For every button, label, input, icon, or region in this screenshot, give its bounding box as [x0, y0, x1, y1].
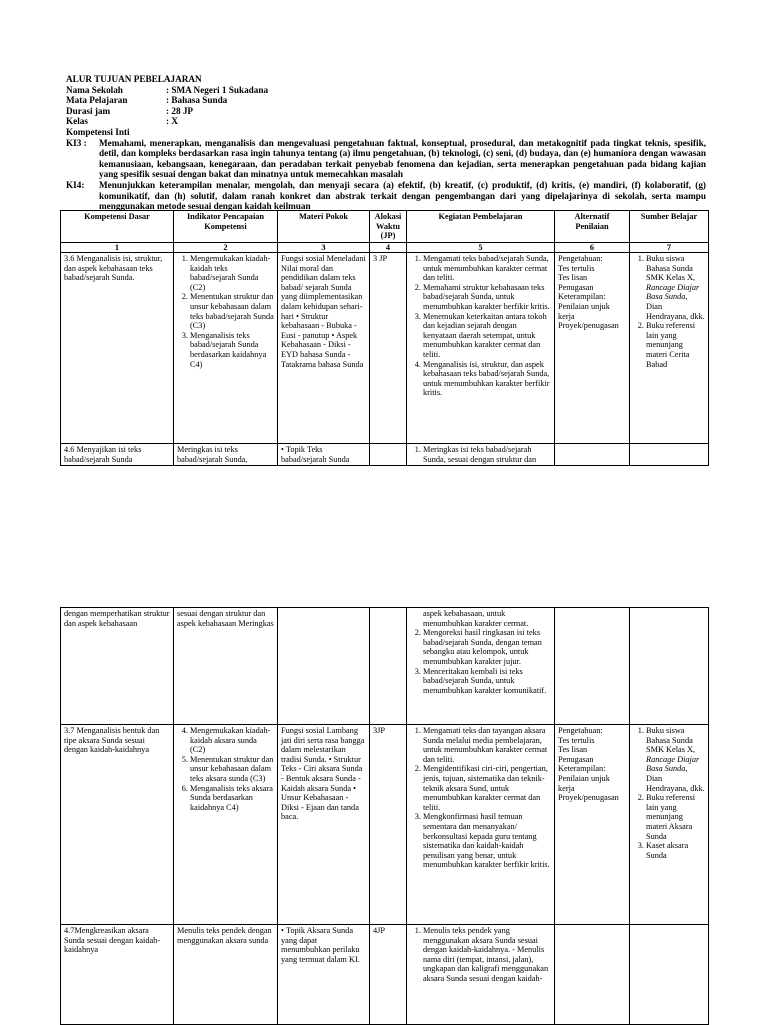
table-row	[61, 925, 709, 1025]
penilaian-cell	[555, 925, 630, 1025]
info-row: Durasi jam : 28 JP	[66, 105, 194, 116]
table-row	[61, 444, 709, 466]
materi-cell	[278, 608, 370, 725]
ipk-cell: 1. Mengemukakan kiadah-kaidah teks babad/sejarah Sunda (C2) 2. Menentukan struktur dan unsur kebahasaan dalam teks babad/sejarah Sunda (C3) 3. Menganalisis teks babad/sejarah Sunda berdasarkan kaidahnya C4)	[174, 253, 278, 444]
ki3-paragraph: KI3 : Memahami, menerapkan, menganalisis dan mengevaluasi pengetahuan faktual, konseptual, prosedural, dan metakognitif pada tingkat teknis, spesifik, detil, dan kompleks berdasarkan rasa ingin tahunya tentang (a) ilmu pengetahuan, (b) teknologi, (c) seni, (d) budaya, dan (e) humaniora dengan wawasan kemanusiaan, kebangsaan, kenegaraan, dan peradaban terkait penyebab fenomena dan kejadian, serta menerapkan pengetahuan pada bidang kajian yang spesifik sesuai dengan bakat dan minatnya untuk memecahkan masalah	[66, 137, 706, 180]
column-header: Alokasi Waktu (JP)	[370, 211, 407, 243]
materi-cell: • Topik Aksara Sunda yang dapat menumbuhkan perilaku yang termuat dalam KI.	[278, 925, 370, 1025]
materi-cell: • Topik Teks babad/sejarah Sunda	[278, 444, 370, 466]
materi-cell: Fungsi sosial Lambang jati diri serta rasa bangga dalam melestarikan tradisi Sunda. • Struktur Teks - Ciri aksara Sunda - Bentuk aksara Sunda - Kaidah aksara Sunda • Unsur Kebahasaan - Diksi - Ejaan dan tanda baca.	[278, 725, 370, 925]
kompetensi-inti-heading: Kompetensi Inti	[66, 126, 130, 137]
penilaian-cell	[555, 608, 630, 725]
table-row	[61, 253, 709, 444]
info-row: Nama Sekolah : SMA Negeri 1 Sukadana	[66, 84, 269, 95]
kegiatan-cell: aspek kebahasaan, untuk menumbuhkan karakter cermat. 2. Mengoreksi hasil ringkasan isi teks babad/sejarah Sunda, dengan teman sebangku atau kelompok, untuk menumbuhkan karakter jujur. 3. Menceritakan kembali isi teks babad/sejarah Sunda, untuk menumbuhkan karakter komunikatif.	[407, 608, 555, 725]
kd-cell: dengan memperhatikan struktur dan aspek kebahasaan	[61, 608, 174, 725]
kd-cell: 4.6 Menyajikan isi teks babad/sejarah Sunda	[61, 444, 174, 466]
kegiatan-cell: 1. Mengamati teks dan tayangan aksara Sunda melalui media pembelajaran, untuk menumbuhkan karakter cermat dan teliti. 2. Mengidentifikasi ciri-ciri, pengertian, jenis, tujuan, sistematika dan teknik-teknik aksara Sund, untuk menumbuhkan karakter cermat dan teliti. 3. Mengkonfirmasi hasil temuan sementara dan menanyakan/ berkonsultasi kepada guru tentang sistematika dan kaidah-kaidah penulisan yang benar, untuk menumbuhkan karakter berfikir kritis.	[407, 725, 555, 925]
sumber-cell	[630, 444, 709, 466]
learning-table-part1	[60, 210, 709, 466]
info-row: Kelas : X	[66, 116, 178, 127]
info-row: Mata Pelajaran : Bahasa Sunda	[66, 95, 228, 106]
alokasi-cell: 3 JP	[370, 253, 407, 444]
kegiatan-cell: 1. Mengamati teks babad/sejarah Sunda, untuk menumbuhkan karakter cermat dan teliti. 2. Memahami struktur kebahasaan teks babad/sejarah Sunda, untuk menumbuhkan karakter berfikir kritis. 3. Menemukan keterkaitan antara tokoh dan kejadian sejarah dengan kenyataan daerah setempat, untuk menumbuhkan karakter cermat dan teliti. 4. Menganalisis isi, struktur, dan aspek kebahasaan teks babad/sejarah Sunda, untuk menumbuhkan karakter berfikir kritis.	[407, 253, 555, 444]
kegiatan-cell: 1. Meringkas isi teks babad/sejarah Sunda, sesuai dengan struktur dan	[407, 444, 555, 466]
kd-cell: 3.6 Menganalisis isi, struktur, dan aspek kebahasaan teks babad/sejarah Sunda.	[61, 253, 174, 444]
materi-cell: Fungsi sosial Meneladani Nilai moral dan pendidikan dalam teks babad/ sejarah Sunda yang diimplementasikan dalam kehidupan sehari- hari • Struktur kebahasaan - Bubuka - Eusi - panutup • Aspek Kebahasaan - Diksi - EYD bahasa Sunda - Tatakrama bahasa Sunda	[278, 253, 370, 444]
column-header: Kompetensi Dasar	[61, 211, 174, 243]
alokasi-cell: 4JP	[370, 925, 407, 1025]
ipk-cell: Meringkas isi teks babad/sejarah Sunda,	[174, 444, 278, 466]
sumber-cell: 1. Buku siswa Bahasa Sunda SMK Kelas X, Rancage Diajar Basa Sunda, Dian Hendrayana, dkk. 2. Buku referensi lain yang menunjang materi Cerita Babad	[630, 253, 709, 444]
column-header: Sumber Belajar	[630, 211, 709, 243]
ki4-paragraph: KI4: Menunjukkan keterampilan menalar, mengolah, dan menyaji secara (a) efektif, (b) kreatif, (c) produktif, (d) kritis, (e) mandiri, (f) kolaboratif, (g) komunikatif, dan (h) solutif, dalam ranah konkret dan abstrak terkait dengan pengembangan dari yang dipelajarinya di sekolah, serta mampu menggunakan metode sesuai dengan kaidah keilmuan	[66, 179, 706, 212]
ipk-cell: 4. Mengemukakan kiadah-kaidah aksara sunda (C2) 5. Menentukan struktur dan unsur kebahasaan dalam teks aksara sunda (C3) 6. Menganalisis teks aksara Sunda berdasarkan kaidahnya C4)	[174, 725, 278, 925]
sumber-cell	[630, 608, 709, 725]
column-number-row: 1 2 3 4 5 6 7	[61, 243, 709, 253]
penilaian-cell	[555, 444, 630, 466]
sumber-cell: 1. Buku siswa Bahasa Sunda SMK Kelas X, Rancage Diajar Basa Sunda, Dian Hendrayana, dkk. 2. Buku referensi lain yang menunjang materi Aksara Sunda 3. Kaset aksara Sunda	[630, 725, 709, 925]
document-title: ALUR TUJUAN PEBELAJARAN	[66, 74, 202, 84]
column-header: Kegiatan Pembelajaran	[407, 211, 555, 243]
kd-cell: 3.7 Menganalisis bentuk dan tipe aksara Sunda sesuai dengan kaidah-kaidahnya	[61, 725, 174, 925]
penilaian-cell: Pengetahuan: Tes tertulis Tes lisan Penugasan Keterampilan: Penilaian unjuk kerja Proyek/penugasan	[555, 253, 630, 444]
alokasi-cell: 3JP	[370, 725, 407, 925]
column-header: Materi Pokok	[278, 211, 370, 243]
ipk-cell: Menulis teks pendek dengan menggunakan aksara sunda	[174, 925, 278, 1025]
kegiatan-cell: 1. Menulis teks pendek yang menggunakan aksara Sunda sesuai dengan kaidah-kaidahnya. - Menulis nama diri (tempat, intansi, jalan), ungkapan dan kaligrafi menggunakan aksara Sunda sesuai dengan kaidah-	[407, 925, 555, 1025]
kd-cell: 4.7Mengkreasikan aksara Sunda sesuai dengan kaidah-kaidahnya	[61, 925, 174, 1025]
ipk-cell: sesuai dengan struktur dan aspek kebahasaan Meringkas	[174, 608, 278, 725]
table-row	[61, 725, 709, 925]
column-header: Indikator Pencapaian Kompetensi	[174, 211, 278, 243]
table-row	[61, 608, 709, 725]
penilaian-cell: Pengetahuan: Tes tertulis Tes lisan Penugasan Keterampilan: Penilaian unjuk kerja Proyek/penugasan	[555, 725, 630, 925]
table-header-row	[61, 211, 709, 243]
alokasi-cell	[370, 444, 407, 466]
alokasi-cell	[370, 608, 407, 725]
document-header	[66, 74, 706, 212]
column-header: Alternatif Penilaian	[555, 211, 630, 243]
sumber-cell	[630, 925, 709, 1025]
learning-table-part2	[60, 607, 709, 1025]
